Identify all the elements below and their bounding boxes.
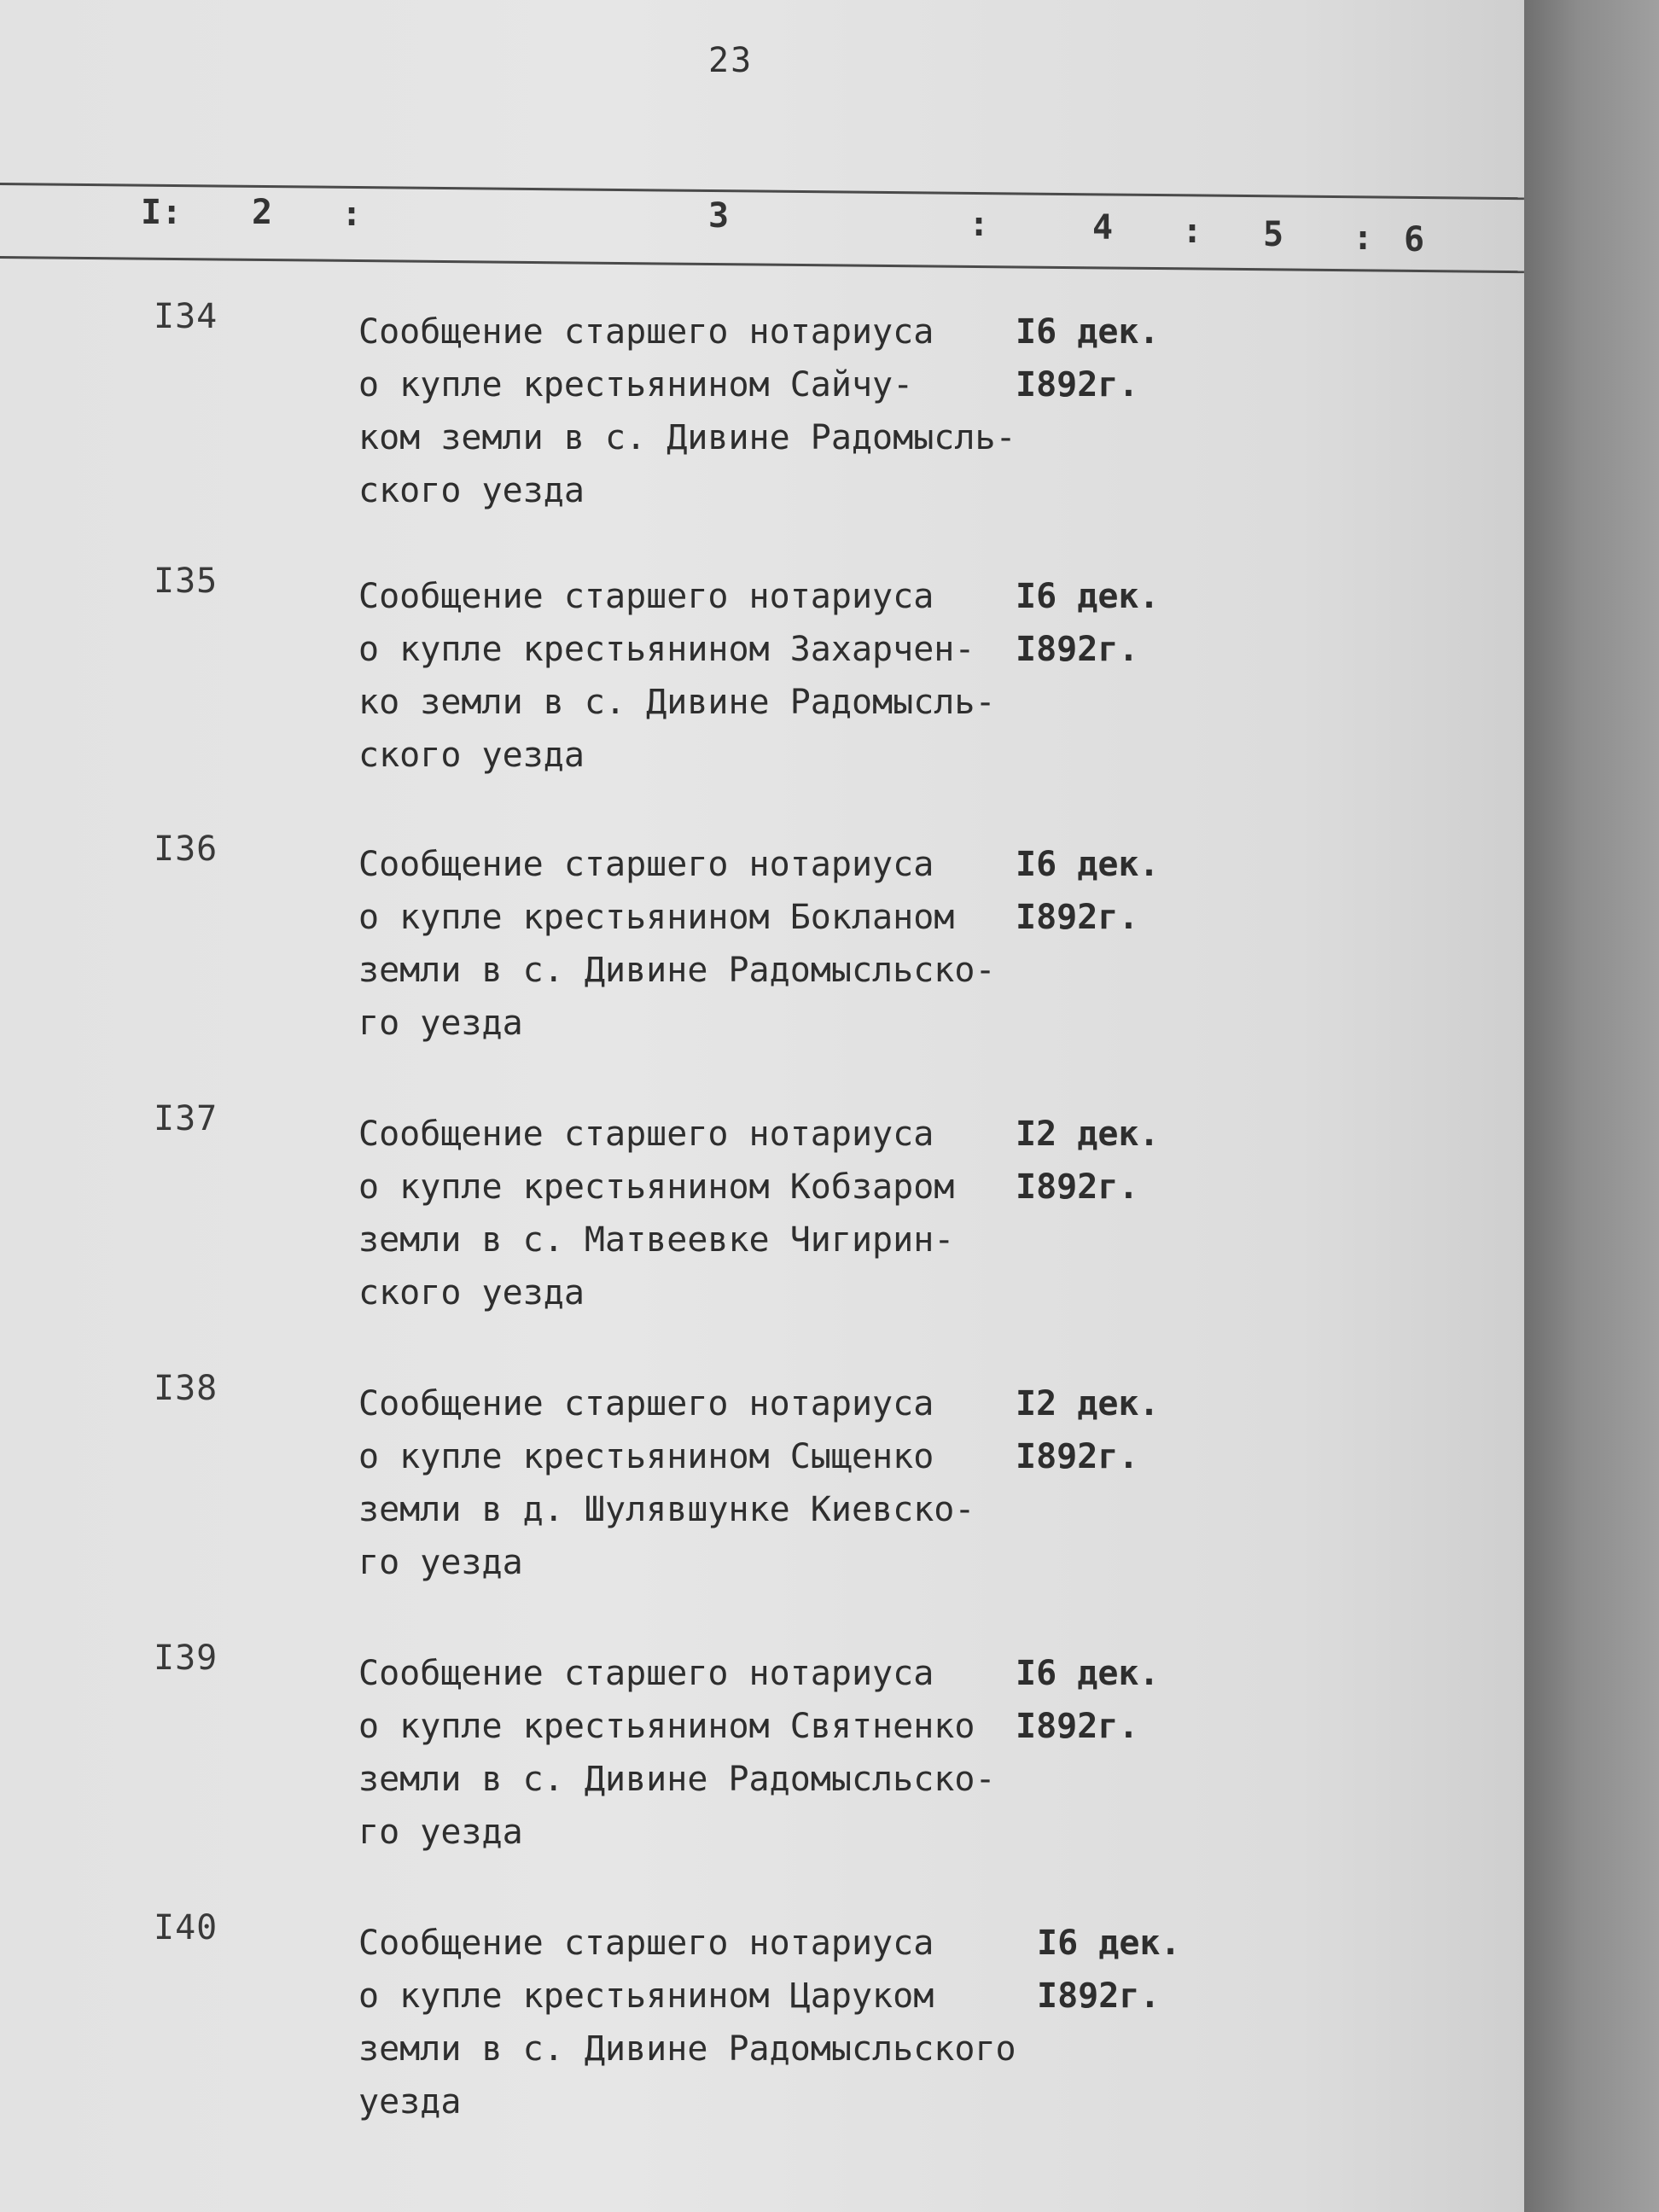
row-date [1016, 838, 1160, 944]
row-number: I39 [154, 1639, 218, 1678]
row-date [1016, 1647, 1160, 1753]
page-number: 23 [708, 41, 754, 80]
date-line: I6 дек. [1016, 312, 1160, 352]
description-line: о купле крестьянином Сыщенко [358, 1437, 934, 1476]
row-description [358, 570, 1033, 782]
column-header-2: 2 [252, 193, 273, 232]
row-date [1016, 1108, 1160, 1214]
row-number: I40 [154, 1908, 218, 1947]
description-line: уезда [358, 2082, 462, 2122]
column-header-1: I: [141, 193, 183, 232]
date-line: I892г. [1016, 630, 1139, 669]
column-separator: : [1182, 212, 1203, 251]
row-description [358, 1917, 1033, 2128]
date-line: I6 дек. [1016, 845, 1160, 884]
date-line: I2 дек. [1016, 1384, 1160, 1423]
description-line: Сообщение старшего нотариуса [358, 1924, 934, 1963]
description-line: ского уезда [358, 736, 585, 775]
row-description [358, 1377, 1033, 1589]
description-line: земли в с. Матвеевке Чигирин- [358, 1220, 955, 1260]
row-description [358, 1647, 1033, 1859]
description-line: о купле крестьянином Кобзаром [358, 1167, 955, 1207]
row-number: I35 [154, 562, 218, 601]
row-description [358, 306, 1033, 517]
row-number: I37 [154, 1099, 218, 1138]
column-header-4: 4 [1092, 208, 1114, 247]
description-line: Сообщение старшего нотариуса [358, 1384, 934, 1423]
date-line: I892г. [1016, 898, 1139, 937]
row-date [1037, 1917, 1181, 2023]
column-separator: : [969, 205, 990, 244]
row-number: I38 [154, 1369, 218, 1408]
description-line: го уезда [358, 1543, 523, 1582]
description-line: Сообщение старшего нотариуса [358, 845, 934, 884]
row-number: I36 [154, 830, 218, 869]
description-line: го уезда [358, 1813, 523, 1852]
date-line: I6 дек. [1016, 1654, 1160, 1693]
description-line: земли в с. Дивине Радомысльско- [358, 951, 996, 990]
description-line: го уезда [358, 1004, 523, 1043]
date-line: I892г. [1037, 1976, 1161, 2016]
date-line: I892г. [1016, 1167, 1139, 1207]
background-edge [1524, 0, 1659, 2212]
date-line: I6 дек. [1037, 1924, 1181, 1963]
column-separator: : [1353, 218, 1374, 258]
date-line: I2 дек. [1016, 1115, 1160, 1154]
description-line: земли в с. Дивине Радомысльского [358, 2029, 1016, 2069]
row-date [1016, 570, 1160, 676]
row-date [1016, 1377, 1160, 1483]
description-line: ского уезда [358, 1273, 585, 1313]
row-description [358, 838, 1033, 1050]
row-date [1016, 306, 1160, 411]
description-line: о купле крестьянином Святненко [358, 1707, 975, 1746]
description-line: Сообщение старшего нотариуса [358, 1654, 934, 1693]
column-header-5: 5 [1263, 215, 1284, 254]
row-description [358, 1108, 1033, 1319]
description-line: о купле крестьянином Захарчен- [358, 630, 975, 669]
date-line: I892г. [1016, 1437, 1139, 1476]
column-header-3: 3 [708, 196, 730, 236]
table-header-bottom-rule [0, 256, 1524, 273]
description-line: ского уезда [358, 471, 585, 510]
description-line: Сообщение старшего нотариуса [358, 577, 934, 616]
table-header-top-rule [0, 183, 1524, 200]
row-number: I34 [154, 297, 218, 336]
description-line: о купле крестьянином Бокланом [358, 898, 955, 937]
column-header-6: 6 [1404, 220, 1425, 259]
date-line: I892г. [1016, 1707, 1139, 1746]
description-line: Сообщение старшего нотариуса [358, 1115, 934, 1154]
description-line: земли в с. Дивине Радомысльско- [358, 1760, 996, 1799]
date-line: I6 дек. [1016, 577, 1160, 616]
description-line: о купле крестьянином Царуком [358, 1976, 934, 2016]
description-line: ком земли в с. Дивине Радомысль- [358, 418, 1016, 457]
column-separator: : [341, 195, 363, 234]
description-line: земли в д. Шулявшунке Киевско- [358, 1490, 975, 1529]
description-line: Сообщение старшего нотариуса [358, 312, 934, 352]
date-line: I892г. [1016, 365, 1139, 405]
description-line: ко земли в с. Дивине Радомысль- [358, 683, 996, 722]
description-line: о купле крестьянином Сайчу- [358, 365, 914, 405]
